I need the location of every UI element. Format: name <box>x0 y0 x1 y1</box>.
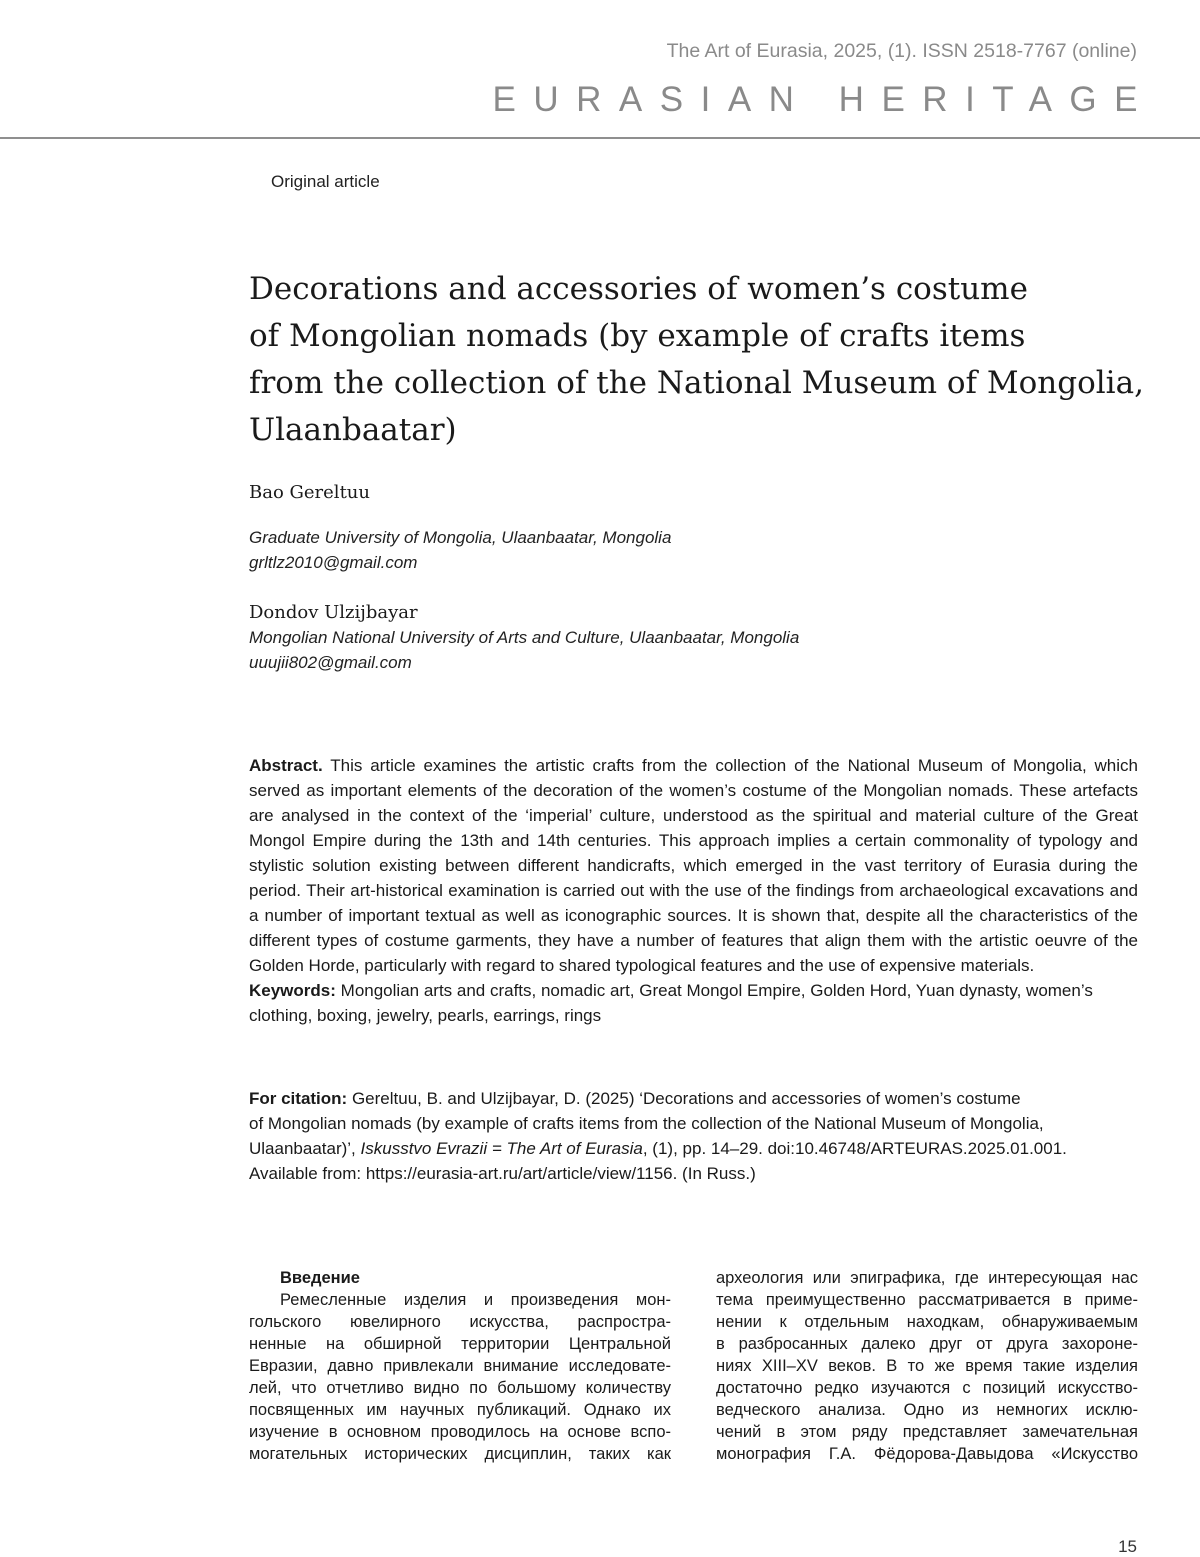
abstract-label: Abstract. <box>249 756 323 775</box>
body-line: ниях XIII–XV веков. В то же время такие изделия <box>716 1357 1138 1375</box>
keywords-paragraph <box>249 978 1138 1028</box>
page-number: 15 <box>1118 1537 1137 1556</box>
citation-block <box>249 1086 1138 1186</box>
citation-label: For citation: <box>249 1089 348 1108</box>
citation-link[interactable]: Available from: https://eurasia-art.ru/art/article/view/1156. (In Russ.) <box>249 1164 756 1183</box>
body-line: нении к отдельным находкам, обнаруживаемым <box>716 1313 1138 1331</box>
abstract-text: This article examines the artistic crafts from the collection of the National Museum of Mongolia, which served as important elements of the decoration of the women’s costume of the Mongolian nomads. These artefacts are analysed in the context of the ‘imperial’ culture, understood as the spiritual and material culture of the Great Mongol Empire during the 13th and 14th centuries. This approach implies a certain commonality of typology and stylistic solution existing between different handicrafts, which emerged in the vast territory of Eurasia during the period. Their art-historical examination is carried out with the use of the findings from archaeological excavations and a number of important textual as well as iconographic sources. It is shown that, despite all the characteristics of the different types of costume garments, they have a number of features that align them with the artistic oeuvre of the Golden Horde, particularly with regard to shared typological features and the use of expensive materials. <box>249 756 1138 975</box>
journal-section-title: EURASIAN HERITAGE <box>492 80 1155 119</box>
author-affiliation-2: Mongolian National University of Arts and Culture, Ulaanbaatar, Mongolia <box>249 628 800 647</box>
article-title <box>249 266 1169 454</box>
body-line: ненные на обширной территории Центральной <box>249 1335 671 1353</box>
body-line: в разбросанных далеко друг от друга захороне- <box>716 1335 1138 1353</box>
author-email-1[interactable]: grltlz2010@gmail.com <box>249 553 418 572</box>
title-line: Decorations and accessories of women’s costume <box>249 271 1028 307</box>
title-line: Ulaanbaatar) <box>249 412 457 448</box>
body-line: могательных исторических дисциплин, таких как <box>249 1445 671 1463</box>
author-name-2: Dondov Ulzijbayar <box>249 602 418 623</box>
keywords-text: Mongolian arts and crafts, nomadic art, Great Mongol Empire, Golden Hord, Yuan dynasty, women’s clothing, boxing, jewelry, pearls, earrings, rings <box>249 981 1093 1025</box>
body-line: гольского ювелирного искусства, распростра- <box>249 1313 671 1331</box>
citation-journal: Iskusstvo Evrazii = The Art of Eurasia <box>360 1139 643 1158</box>
body-line: лей, что отчетливо видно по большому количеству <box>249 1379 671 1397</box>
citation-line: Ulaanbaatar)’, Iskusstvo Evrazii = The Art of Eurasia, (1), pp. 14–29. doi:10.46748/ARTEURAS.2025.01.001. <box>249 1139 1067 1158</box>
body-column-left <box>249 1267 671 1465</box>
section-heading: Введение <box>280 1269 360 1287</box>
body-line: монография Г.А. Фёдорова-Давыдова «Искусство <box>716 1445 1138 1463</box>
author-email-2[interactable]: uuujii802@gmail.com <box>249 653 412 672</box>
title-line: from the collection of the National Museum of Mongolia, <box>249 365 1144 401</box>
body-line: тема преимущественно рассматривается в приме- <box>716 1291 1138 1309</box>
body-line: изучение в основном проводилось на основе вспо- <box>249 1423 671 1441</box>
body-line: достаточно редко изучаются с позиций искусство- <box>716 1379 1138 1397</box>
citation-line: of Mongolian nomads (by example of crafts items from the collection of the National Museum of Mongolia, <box>249 1114 1044 1133</box>
body-line: посвященных им научных публикаций. Однако их <box>249 1401 671 1419</box>
body-line: чений в этом ряду представляет замечательная <box>716 1423 1138 1441</box>
journal-citation-header: The Art of Eurasia, 2025, (1). ISSN 2518-7767 (online) <box>666 40 1137 62</box>
abstract-paragraph <box>249 753 1138 978</box>
body-line: археология или эпиграфика, где интересующая нас <box>716 1269 1138 1287</box>
keywords-label: Keywords: <box>249 981 336 1000</box>
citation-line: For citation: Gereltuu, B. and Ulzijbayar, D. (2025) ‘Decorations and accessories of women’s costume <box>249 1089 1021 1108</box>
abstract-block <box>249 753 1138 1028</box>
body-line: Евразии, давно привлекали внимание исследовате- <box>249 1357 671 1375</box>
body-line: Ремесленные изделия и произведения мон- <box>280 1291 671 1309</box>
author-affiliation-1: Graduate University of Mongolia, Ulaanbaatar, Mongolia <box>249 528 672 547</box>
author-name-1: Bao Gereltuu <box>249 482 370 503</box>
header-divider <box>0 137 1200 139</box>
article-type-label: Original article <box>271 172 380 191</box>
body-column-right <box>716 1267 1138 1465</box>
title-line: of Mongolian nomads (by example of crafts items <box>249 318 1026 354</box>
body-line: ведческого анализа. Одно из немногих исклю- <box>716 1401 1138 1419</box>
